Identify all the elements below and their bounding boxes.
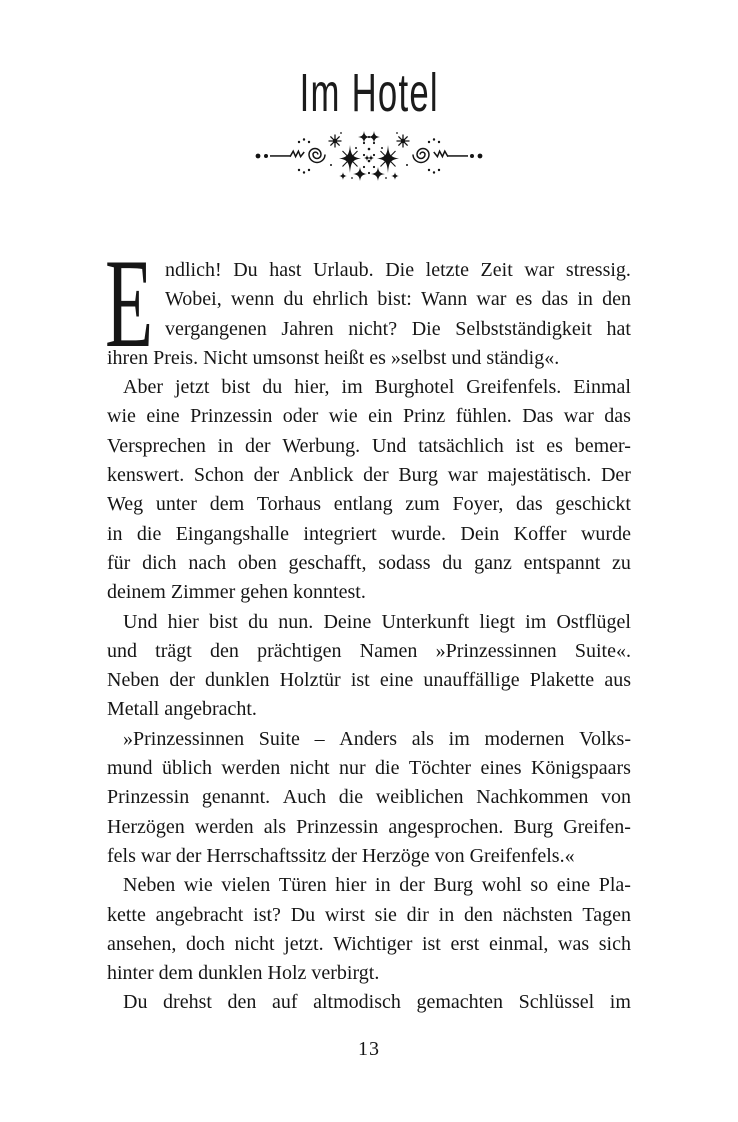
text-line: ansehen, doch nicht jetzt. Wichtiger ist erst einmal, was sich bbox=[107, 932, 631, 955]
text-line: für dich nach oben geschafft, sodass du ganz entspannt zu bbox=[107, 551, 631, 574]
text-line: hinter dem dunklen Holz verbirgt. bbox=[107, 962, 380, 985]
ornament-divider-icon bbox=[253, 127, 485, 185]
text-line: fels war der Herrschaftssitz der Herzöge von Greifenfels.« bbox=[107, 844, 575, 867]
paragraph bbox=[105, 234, 631, 374]
paragraph bbox=[107, 725, 631, 871]
paragraph bbox=[107, 608, 631, 725]
paragraph bbox=[107, 871, 631, 988]
text-line: Aber jetzt bist du hier, im Burghotel Greifenfels. Einmal bbox=[123, 376, 631, 399]
chapter-title: Im Hotel bbox=[299, 62, 439, 123]
text-line: ihren Preis. Nicht umsonst heißt es »selbst und ständig«. bbox=[107, 346, 560, 369]
page-number-row bbox=[0, 1038, 738, 1061]
page-number: 13 bbox=[358, 1038, 380, 1060]
text-line: wie eine Prinzessin oder wie ein Prinz fühlen. Das war das bbox=[107, 405, 631, 428]
text-line: Neben wie vielen Türen hier in der Burg wohl so eine Pla- bbox=[123, 874, 631, 897]
chapter-title-row bbox=[0, 62, 738, 123]
text-line: ndlich! Du hast Urlaub. Die letzte Zeit war stressig. bbox=[165, 259, 631, 281]
text-line: kenswert. Schon der Anblick der Burg war majestätisch. Der bbox=[107, 464, 631, 487]
text-line: Metall angebracht. bbox=[107, 698, 257, 721]
text-line: Weg unter dem Torhaus entlang zum Foyer, das geschickt bbox=[107, 493, 631, 516]
paragraph bbox=[107, 373, 631, 607]
text-line: Prinzessin genannt. Auch die weiblichen Nachkommen von bbox=[107, 786, 631, 809]
text-line: und trägt den prächtigen Namen »Prinzessinnen Suite«. bbox=[107, 639, 631, 662]
paragraph bbox=[107, 988, 631, 1017]
ornament-row bbox=[0, 127, 738, 185]
text-line: Du drehst den auf altmodisch gemachten Schlüssel im bbox=[123, 991, 631, 1014]
text-line: vergangenen Jahren nicht? Die Selbstständigkeit hat bbox=[165, 317, 631, 340]
text-block bbox=[105, 234, 631, 1018]
text-line: deinem Zimmer gehen konntest. bbox=[107, 581, 366, 604]
text-line: Und hier bist du nun. Deine Unterkunft liegt im Ostflügel bbox=[123, 610, 631, 633]
text-line: »Prinzessinnen Suite – Anders als im modernen Volks- bbox=[123, 727, 631, 750]
text-line: in die Eingangshalle integriert wurde. Dein Koffer wurde bbox=[107, 522, 631, 545]
text-line: kette angebracht ist? Du wirst sie dir in den nächsten Tagen bbox=[107, 903, 631, 926]
text-line: Wobei, wenn du ehrlich bist: Wann war es das in den bbox=[165, 288, 631, 311]
text-line: Neben der dunklen Holztür ist eine unauffällige Plakette aus bbox=[107, 669, 631, 692]
text-line: Versprechen in der Werbung. Und tatsächlich ist es bemer- bbox=[107, 434, 631, 457]
drop-cap-letter: E bbox=[105, 234, 154, 374]
text-line: mund üblich werden nicht nur die Töchter eines Königspaars bbox=[107, 757, 631, 780]
text-line: Herzögen werden als Prinzessin angesprochen. Burg Greifen- bbox=[107, 815, 631, 838]
